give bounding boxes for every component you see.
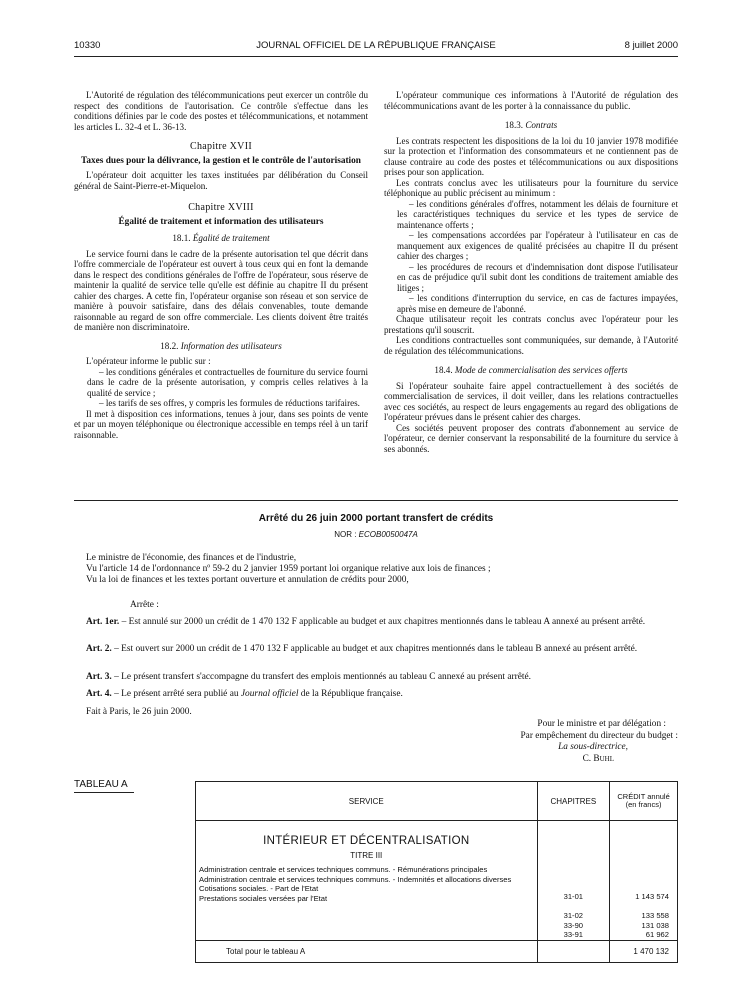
table-total-row: [196, 940, 678, 962]
section-18-3-p4: Les conditions contractuelles sont communiquées, sur demande, à l'Autorité de régulation des télécommunications.: [384, 335, 678, 356]
section-18-2-heading: [74, 341, 368, 352]
table-row-service: Administration centrale et services techniques communs. - Indemnités et allocations diverses: [199, 874, 512, 884]
arrete-word: Arrête :: [130, 600, 159, 610]
signature-line: La sous-directrice,: [558, 742, 628, 752]
section-18-1-number: 18.1.: [172, 233, 191, 243]
article-label: Art. 4.: [86, 689, 112, 699]
visa-line: Le ministre de l'économie, des finances et de l'industrie,: [86, 553, 297, 563]
article-text: – Le présent transfert s'accompagne du transfert des emplois mentionnés au tableau C annexé au présent arrêté.: [111, 672, 532, 682]
chapter-17-text: L'opérateur doit acquitter les taxes instituées par délibération du Conseil général de Saint-Pierre-et-Miquelon.: [74, 170, 368, 191]
list-item: – les procédures de recours et d'indemnisation dont dispose l'utilisateur en cas de préjudice qu'il subit dont les conditions de traitement amiable des litiges ;: [397, 261, 678, 293]
list-item: – les tarifs de ses offres, y compris les formules de réductions tarifaires.: [99, 398, 360, 408]
article-text: – Le présent arrêté sera publié au: [111, 689, 241, 699]
chapter-17-label: Chapitre XVII: [190, 141, 252, 152]
total-label-cell: [196, 940, 538, 962]
section-18-2-number: 18.2.: [160, 340, 179, 351]
chapter-18-label: Chapitre XVIII: [188, 202, 254, 213]
table-row-credit: 61 962: [645, 930, 669, 939]
signature-line: Pour le ministre et par délégation :: [537, 719, 666, 729]
visa-line: Vu la loi de finances et les textes portant ouverture et annulation de crédits pour 2000,: [86, 574, 409, 585]
article-1: [74, 617, 678, 628]
article-text: – Est ouvert sur 2000 un crédit de 1 470 132 F applicable au budget et aux chapitres mentionnés dans le tableau B annexé au présent arrêté.: [111, 644, 638, 654]
table-header-row: [196, 782, 678, 821]
section-18-2-title: Information des utilisateurs: [180, 340, 282, 351]
table-row-chapitre: 33-90: [563, 920, 584, 930]
header-service: SERVICE: [196, 782, 538, 821]
table-body-row: [196, 821, 678, 941]
fait-a-paris: [74, 707, 678, 718]
list-item: – les conditions générales d'offres, notamment les délais de fourniture et les caractéristiques techniques du service et les types de service de maintenance offerts ;: [397, 198, 678, 230]
titre-label: TITRE III: [350, 851, 383, 860]
tableau-a-table: [195, 781, 678, 963]
section-18-1-title: Égalité de traitement: [192, 233, 270, 243]
table-row-chapitre: 31-02: [563, 911, 584, 920]
left-column: [74, 90, 368, 440]
article-text: de la République française.: [298, 689, 403, 699]
table-row-service: Cotisations sociales. - Part de l'Etat: [199, 884, 319, 893]
section-18-4-p1: Si l'opérateur souhaite faire appel contractuellement à des sociétés de commercialisation de services, il doit veiller, dans les relations contractuelles avec ces sociétés, au respect de leurs engagements au regard des obligations de l'opérateur prévues dans le présent cahier des charges.: [384, 380, 678, 422]
header-rule: [74, 56, 678, 57]
section-rule: [74, 500, 678, 501]
list-item: – les conditions d'interruption du service, en cas de factures impayées, après mise en demeure de l'abonné.: [397, 293, 678, 314]
journal-officiel-ref: Journal officiel: [240, 689, 299, 699]
nor-label: NOR :: [334, 530, 357, 539]
article-label: Art. 3.: [86, 672, 112, 682]
section-18-1-heading: [74, 233, 368, 244]
article-label: Art. 2.: [86, 644, 112, 654]
section-18-1-text: Le service fourni dans le cadre de la présente autorisation tel que décrit dans l'offre commerciale de l'opérateur est ouvert à tous ceux qui en font la demande dans le respect des conditions générales de l'offre de l'opérateur, sous réserve de maintenir la qualité de service telle qu'elle est définie au chapitre II du présent cahier des charges. A cette fin, l'opérateur organise son réseau et son service de manière à pouvoir satisfaire, dans des délais convenables, toute demande raisonnable au regard de son offre commerciale. Les clients doivent être traités de manière non discriminatoire.: [74, 248, 368, 332]
right-intro-paragraph: L'opérateur communique ces informations à l'Autorité de régulation des télécommunications avant de les porter à la connaissance du public.: [384, 90, 678, 111]
section-18-2-text: Il met à disposition ces informations, tenues à jour, dans ses points de vente et par un moyen téléphonique ou électronique accessible en temps réel à un tarif raisonnable.: [74, 408, 368, 440]
section-18-3-p3: Chaque utilisateur reçoit les contrats conclus avec l'opérateur pour les prestations qu'il souscrit.: [384, 314, 678, 335]
article-4: [74, 689, 678, 700]
table-row-service: Prestations sociales versées par l'Etat: [199, 893, 328, 903]
total-value: 1 470 132: [610, 940, 678, 962]
nor-code: ECOB0050047A: [358, 530, 418, 539]
table-row-service: Administration centrale et services techniques communs. - Rémunérations principales: [199, 865, 488, 874]
right-column: [384, 90, 678, 454]
chapter-17-title: Taxes dues pour la délivrance, la gestion et le contrôle de l'autorisation: [81, 155, 361, 166]
header-credit: CRÉDIT annulé (en francs): [610, 782, 678, 821]
issue-date: 8 juillet 2000: [624, 40, 678, 51]
article-label: Art. 1er.: [86, 617, 120, 627]
chapitres-cell: [537, 821, 610, 941]
table-row-credit: 1 143 574: [635, 892, 669, 901]
arrete-visas: [74, 553, 678, 585]
table-row-chapitre: 31-01: [563, 892, 584, 901]
service-cell: [196, 821, 538, 941]
section-18-4-title: Mode de commercialisation des services offerts: [454, 365, 628, 375]
service-list: [196, 865, 537, 903]
section-title: INTÉRIEUR ET DÉCENTRALISATION: [263, 835, 470, 847]
section-18-3-number: 18.3.: [504, 120, 524, 130]
article-2: [74, 644, 678, 655]
article-3: [74, 672, 678, 683]
fait-line: Fait à Paris, le 26 juin 2000.: [86, 707, 192, 717]
signature-line: Par empêchement du directeur du budget :: [520, 730, 678, 741]
signature-block: [400, 719, 678, 765]
total-label: Total pour le tableau A: [226, 946, 306, 956]
arrete-title: Arrêté du 26 juin 2000 portant transfert de crédits: [258, 513, 494, 524]
tableau-a-label: TABLEAU A: [74, 779, 128, 790]
section-18-3-heading: [384, 120, 678, 131]
table-row-credit: 133 558: [641, 911, 669, 920]
table-row-credit: 131 038: [641, 920, 669, 930]
page-number: 10330: [74, 40, 101, 51]
signature-name: C. Buhl: [582, 753, 614, 764]
section-18-3-title: Contrats: [525, 120, 558, 130]
section-18-3-p2: Les contrats conclus avec les utilisateurs pour la fourniture du service téléphonique au public précisent au minimum :: [384, 177, 678, 198]
journal-title: JOURNAL OFFICIEL DE LA RÉPUBLIQUE FRANÇAISE: [256, 40, 496, 51]
total-empty-cell: [537, 940, 610, 962]
nor-reference: [74, 530, 678, 539]
chapter-18-title: Égalité de traitement et information des utilisateurs: [118, 216, 324, 227]
table-row-chapitre: 33-91: [563, 930, 584, 939]
intro-paragraph: L'Autorité de régulation des télécommunications peut exercer un contrôle du respect des conditions de l'autorisation. Ce contrôle s'effectue dans les conditions définies par le code des postes et télécommunications, et notamment les articles L. 32-4 et L. 36-13.: [74, 90, 368, 132]
section-18-2-intro: L'opérateur informe le public sur :: [86, 356, 211, 366]
list-item: – les conditions générales et contractuelles de fourniture du service fourni dans le cadre de la présente autorisation, y compris celles relatives à la qualité de service ;: [87, 366, 368, 398]
section-18-3-p1: Les contrats respectent les dispositions de la loi du 10 janvier 1978 modifiée sur la protection et l'information des consommateurs et ne contiennent pas de clause contraire au code des postes et télécommunications ou aux dispositions prises pour son application.: [384, 135, 678, 177]
visa-line: Vu l'article 14 de l'ordonnance nº 59-2 du 2 janvier 1959 portant loi organique relative aux lois de finances ;: [86, 563, 491, 574]
page-header: [74, 40, 678, 54]
section-18-4-number: 18.4.: [434, 365, 453, 375]
tableau-a-underline: [74, 792, 134, 793]
article-text: – Est annulé sur 2000 un crédit de 1 470 132 F applicable au budget et aux chapitres mentionnés dans le tableau A annexé au présent arrêté.: [119, 617, 646, 627]
list-item: – les compensations accordées par l'opérateur à l'utilisateur en cas de manquement aux exigences de qualité précisées au chapitre II du présent cahier des charges ;: [397, 230, 678, 261]
section-18-4-p2: Ces sociétés peuvent proposer des contrats d'abonnement au service de l'opérateur, ce dernier conservant la responsabilité de la fourniture du service à ses abonnés.: [384, 422, 678, 454]
section-18-4-heading: [384, 365, 678, 376]
header-chapitres: CHAPITRES: [537, 782, 610, 821]
credit-cell: [610, 821, 678, 941]
